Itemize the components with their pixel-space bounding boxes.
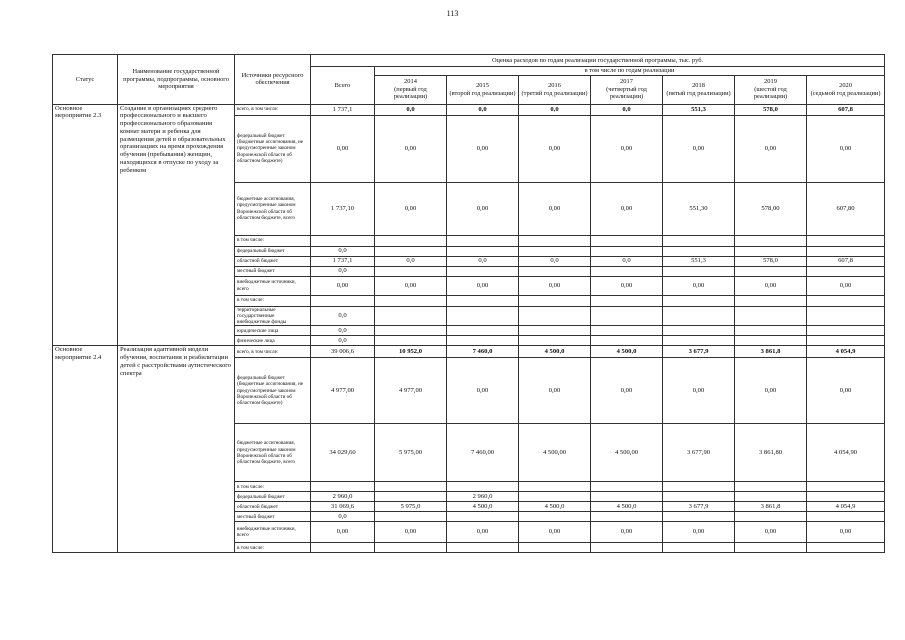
year-value-cell: 0,0 xyxy=(375,256,447,266)
year-value-cell: 4 054,9 xyxy=(807,346,885,358)
source-cell: бюджетные ассигнования, предусмотренные законом Воронежской области об областном бюджете, всего xyxy=(235,182,311,235)
year-label: (седьмой год реализации) xyxy=(810,89,881,97)
year-value-cell xyxy=(807,512,885,522)
year-value-cell: 7 460,00 xyxy=(447,424,519,482)
year-label: (шестой год реализации) xyxy=(753,85,788,101)
source-cell: в том числе: xyxy=(235,295,311,306)
year-value-cell xyxy=(519,492,591,502)
year-number: 2019 xyxy=(764,78,777,86)
page-number: 113 xyxy=(446,9,459,18)
source-cell: внебюджетные источники, всего xyxy=(235,276,311,295)
year-value-cell xyxy=(807,235,885,246)
year-value-cell: 0,00 xyxy=(375,276,447,295)
year-value-cell xyxy=(807,306,885,326)
year-value-cell xyxy=(807,326,885,336)
year-value-cell xyxy=(663,543,735,553)
source-cell: всего, в том числе: xyxy=(235,346,311,358)
year-value-cell: 578,0 xyxy=(735,256,807,266)
year-value-cell: 0,00 xyxy=(447,358,519,424)
header-year-2015 xyxy=(447,75,519,104)
source-cell: в том числе: xyxy=(235,235,311,246)
year-value-cell xyxy=(807,543,885,553)
year-value-cell: 4 977,00 xyxy=(375,358,447,424)
year-value-cell xyxy=(519,295,591,306)
year-value-cell xyxy=(519,246,591,256)
source-cell: физические лица xyxy=(235,336,311,346)
header-by-year: в том числе по годам реализации xyxy=(375,67,885,76)
year-value-cell xyxy=(591,482,663,492)
year-value-cell xyxy=(375,482,447,492)
year-value-cell xyxy=(519,512,591,522)
year-value-cell: 0,00 xyxy=(375,522,447,543)
source-cell: юридические лица xyxy=(235,326,311,336)
total-cell: 1 737,1 xyxy=(311,256,375,266)
year-value-cell: 4 500,0 xyxy=(447,502,519,512)
year-value-cell xyxy=(735,543,807,553)
year-value-cell xyxy=(375,543,447,553)
year-value-cell xyxy=(735,306,807,326)
year-value-cell: 0,00 xyxy=(663,115,735,182)
row-status: Основное мероприятие 2.4 xyxy=(53,346,118,553)
source-cell: всего, в том числе: xyxy=(235,104,311,115)
year-value-cell xyxy=(375,336,447,346)
year-value-cell xyxy=(591,306,663,326)
total-cell: 1 737,10 xyxy=(311,182,375,235)
year-value-cell: 578,00 xyxy=(735,182,807,235)
total-cell: 0,0 xyxy=(311,336,375,346)
year-value-cell xyxy=(663,295,735,306)
year-value-cell: 0,00 xyxy=(519,182,591,235)
year-value-cell: 4 500,0 xyxy=(519,502,591,512)
year-number: 2015 xyxy=(476,82,489,89)
year-value-cell xyxy=(375,306,447,326)
total-cell: 34 029,60 xyxy=(311,424,375,482)
year-value-cell xyxy=(447,266,519,276)
year-value-cell xyxy=(447,512,519,522)
year-value-cell: 3 677,9 xyxy=(663,346,735,358)
year-value-cell: 0,00 xyxy=(591,182,663,235)
year-value-cell xyxy=(447,482,519,492)
source-cell: областной бюджет xyxy=(235,502,311,512)
year-value-cell xyxy=(447,326,519,336)
row-status: Основное мероприятие 2.3 xyxy=(53,104,118,346)
year-value-cell: 0,00 xyxy=(519,115,591,182)
year-value-cell: 10 952,0 xyxy=(375,346,447,358)
year-value-cell: 7 460,0 xyxy=(447,346,519,358)
source-cell: территориальные государственные внебюджетные фонды xyxy=(235,306,311,326)
source-cell: в том числе: xyxy=(235,543,311,553)
total-cell: 0,0 xyxy=(311,306,375,326)
header-status: Статус xyxy=(53,55,118,105)
source-cell: местный бюджет xyxy=(235,266,311,276)
year-value-cell xyxy=(591,492,663,502)
year-value-cell: 0,00 xyxy=(663,276,735,295)
year-label: (четвертый год реализации) xyxy=(606,85,647,101)
total-cell: 0,00 xyxy=(311,115,375,182)
year-value-cell: 0,00 xyxy=(591,358,663,424)
year-value-cell xyxy=(591,295,663,306)
header-year-2014 xyxy=(375,75,447,104)
year-value-cell: 0,00 xyxy=(663,358,735,424)
year-label: (пятый год реализации) xyxy=(666,89,731,97)
year-value-cell: 0,00 xyxy=(375,115,447,182)
year-value-cell: 607,8 xyxy=(807,256,885,266)
year-value-cell xyxy=(591,326,663,336)
row-name: Создание в организациях среднего профессионального и высшего профессионального образования комнат матери и ребенка для размещения детей в образовательных организациях на время прохождения обучения (пребывания) женщин, находящихся в отпуске по уходу за ребенком xyxy=(118,104,235,346)
year-value-cell: 0,00 xyxy=(447,115,519,182)
year-value-cell: 0,0 xyxy=(519,256,591,266)
year-value-cell: 0,00 xyxy=(807,115,885,182)
year-label: (первый год реализации) xyxy=(393,85,428,101)
year-value-cell xyxy=(375,492,447,502)
year-value-cell: 0,00 xyxy=(519,522,591,543)
year-value-cell xyxy=(447,235,519,246)
year-value-cell xyxy=(807,492,885,502)
year-value-cell xyxy=(663,235,735,246)
year-number: 2017 xyxy=(620,78,633,86)
year-value-cell: 0,00 xyxy=(375,182,447,235)
total-cell: 0,0 xyxy=(311,512,375,522)
header-name: Наименование государственной программы, подпрограммы, основного мероприятия xyxy=(118,55,235,105)
source-cell: внебюджетные источники, всего xyxy=(235,522,311,543)
year-value-cell xyxy=(807,266,885,276)
year-value-cell xyxy=(735,246,807,256)
year-value-cell: 4 500,0 xyxy=(591,502,663,512)
year-value-cell xyxy=(447,295,519,306)
year-label: (второй год реализации) xyxy=(449,89,516,97)
year-value-cell xyxy=(375,246,447,256)
year-value-cell xyxy=(663,266,735,276)
total-cell: 0,0 xyxy=(311,246,375,256)
year-value-cell xyxy=(735,266,807,276)
year-label: (третий год реализации) xyxy=(521,89,588,97)
year-value-cell xyxy=(735,492,807,502)
year-value-cell xyxy=(735,295,807,306)
year-value-cell xyxy=(663,492,735,502)
year-value-cell: 4 500,0 xyxy=(591,346,663,358)
year-value-cell: 3 861,8 xyxy=(735,346,807,358)
total-cell: 39 006,6 xyxy=(311,346,375,358)
year-value-cell: 551,3 xyxy=(663,256,735,266)
year-value-cell: 0,0 xyxy=(591,104,663,115)
row-name: Реализация адаптивной модели обучения, воспитания и реабилитации детей с расстройствами аутистического спектра xyxy=(118,346,235,553)
year-value-cell: 3 861,80 xyxy=(735,424,807,482)
year-value-cell xyxy=(591,336,663,346)
year-number: 2016 xyxy=(548,82,561,89)
total-cell xyxy=(311,235,375,246)
total-cell: 2 960,0 xyxy=(311,492,375,502)
year-value-cell: 0,00 xyxy=(735,115,807,182)
year-value-cell: 0,0 xyxy=(519,104,591,115)
year-value-cell xyxy=(375,512,447,522)
year-value-cell: 0,00 xyxy=(519,358,591,424)
total-cell: 0,00 xyxy=(311,276,375,295)
year-value-cell: 0,00 xyxy=(591,522,663,543)
year-value-cell xyxy=(735,326,807,336)
year-value-cell xyxy=(375,326,447,336)
year-value-cell: 551,30 xyxy=(663,182,735,235)
year-value-cell: 0,00 xyxy=(519,276,591,295)
year-value-cell xyxy=(735,235,807,246)
year-value-cell: 0,00 xyxy=(663,522,735,543)
year-value-cell: 0,00 xyxy=(447,182,519,235)
source-cell: местный бюджет xyxy=(235,512,311,522)
year-value-cell: 0,00 xyxy=(735,522,807,543)
year-value-cell xyxy=(519,336,591,346)
year-value-cell xyxy=(375,235,447,246)
source-cell: в том числе: xyxy=(235,482,311,492)
year-value-cell: 4 054,9 xyxy=(807,502,885,512)
year-value-cell: 5 975,00 xyxy=(375,424,447,482)
budget-table xyxy=(52,54,885,553)
source-cell: бюджетные ассигнования, предусмотренные законом Воронежской области об областном бюджете, всего xyxy=(235,424,311,482)
year-value-cell: 0,00 xyxy=(447,522,519,543)
year-value-cell: 4 500,00 xyxy=(591,424,663,482)
year-value-cell xyxy=(375,295,447,306)
total-cell xyxy=(311,543,375,553)
header-estimate: Оценка расходов по годам реализации государственной программы, тыс. руб. xyxy=(311,55,885,67)
source-cell: федеральный бюджет (бюджетные ассигнования, не предусмотренные законом Воронежской области об областном бюджете) xyxy=(235,358,311,424)
year-value-cell: 0,00 xyxy=(591,276,663,295)
year-value-cell: 0,00 xyxy=(807,358,885,424)
year-number: 2018 xyxy=(692,82,705,89)
year-value-cell xyxy=(519,543,591,553)
year-value-cell: 0,00 xyxy=(807,276,885,295)
year-value-cell: 0,00 xyxy=(735,358,807,424)
year-value-cell xyxy=(447,543,519,553)
total-cell: 1 737,1 xyxy=(311,104,375,115)
header-year-2020 xyxy=(807,75,885,104)
year-value-cell xyxy=(519,235,591,246)
year-value-cell xyxy=(447,306,519,326)
source-cell: федеральный бюджет (бюджетные ассигнования, не предусмотренные законом Воронежской области об областном бюджете) xyxy=(235,115,311,182)
year-value-cell xyxy=(591,246,663,256)
table-row xyxy=(53,346,885,358)
source-cell: федеральный бюджет xyxy=(235,492,311,502)
header-year-2017 xyxy=(591,75,663,104)
year-value-cell: 0,00 xyxy=(807,522,885,543)
year-value-cell: 0,0 xyxy=(447,256,519,266)
year-value-cell: 3 861,8 xyxy=(735,502,807,512)
year-value-cell xyxy=(447,246,519,256)
year-value-cell xyxy=(519,306,591,326)
total-cell: 4 977,00 xyxy=(311,358,375,424)
year-value-cell xyxy=(663,512,735,522)
year-value-cell: 607,80 xyxy=(807,182,885,235)
year-number: 2014 xyxy=(404,78,417,86)
year-value-cell xyxy=(591,512,663,522)
year-value-cell xyxy=(735,512,807,522)
year-value-cell: 0,0 xyxy=(447,104,519,115)
year-value-cell xyxy=(519,482,591,492)
year-value-cell xyxy=(663,306,735,326)
year-value-cell xyxy=(519,326,591,336)
year-value-cell: 4 054,90 xyxy=(807,424,885,482)
total-cell: 31 069,6 xyxy=(311,502,375,512)
year-value-cell: 0,0 xyxy=(591,256,663,266)
total-cell: 0,00 xyxy=(311,522,375,543)
total-cell: 0,0 xyxy=(311,266,375,276)
year-value-cell xyxy=(663,326,735,336)
total-cell xyxy=(311,482,375,492)
year-value-cell: 0,00 xyxy=(735,276,807,295)
year-value-cell xyxy=(735,336,807,346)
year-value-cell: 3 677,90 xyxy=(663,424,735,482)
year-value-cell xyxy=(807,482,885,492)
year-value-cell xyxy=(591,235,663,246)
year-value-cell: 0,00 xyxy=(591,115,663,182)
year-value-cell: 4 500,0 xyxy=(519,346,591,358)
year-value-cell: 0,0 xyxy=(375,104,447,115)
year-value-cell: 3 677,9 xyxy=(663,502,735,512)
total-cell: 0,0 xyxy=(311,326,375,336)
year-value-cell xyxy=(591,543,663,553)
year-value-cell xyxy=(519,266,591,276)
year-value-cell xyxy=(735,482,807,492)
year-value-cell xyxy=(663,246,735,256)
year-value-cell xyxy=(375,266,447,276)
year-value-cell xyxy=(663,336,735,346)
year-value-cell: 5 975,0 xyxy=(375,502,447,512)
header-sources: Источники ресурсного обеспечения xyxy=(235,55,311,105)
year-value-cell xyxy=(807,336,885,346)
year-value-cell xyxy=(591,266,663,276)
year-value-cell xyxy=(807,295,885,306)
year-value-cell xyxy=(663,482,735,492)
year-value-cell: 4 500,00 xyxy=(519,424,591,482)
total-cell xyxy=(311,295,375,306)
year-value-cell: 0,00 xyxy=(447,276,519,295)
source-cell: областной бюджет xyxy=(235,256,311,266)
header-total: Всего xyxy=(311,67,375,105)
year-value-cell: 578,0 xyxy=(735,104,807,115)
year-value-cell xyxy=(447,336,519,346)
year-value-cell: 551,3 xyxy=(663,104,735,115)
table-row xyxy=(53,104,885,115)
header-year-2019 xyxy=(735,75,807,104)
header-year-2018 xyxy=(663,75,735,104)
year-number: 2020 xyxy=(839,82,852,89)
source-cell: федеральный бюджет xyxy=(235,246,311,256)
year-value-cell: 607,8 xyxy=(807,104,885,115)
header-year-2016 xyxy=(519,75,591,104)
year-value-cell: 2 960,0 xyxy=(447,492,519,502)
year-value-cell xyxy=(807,246,885,256)
